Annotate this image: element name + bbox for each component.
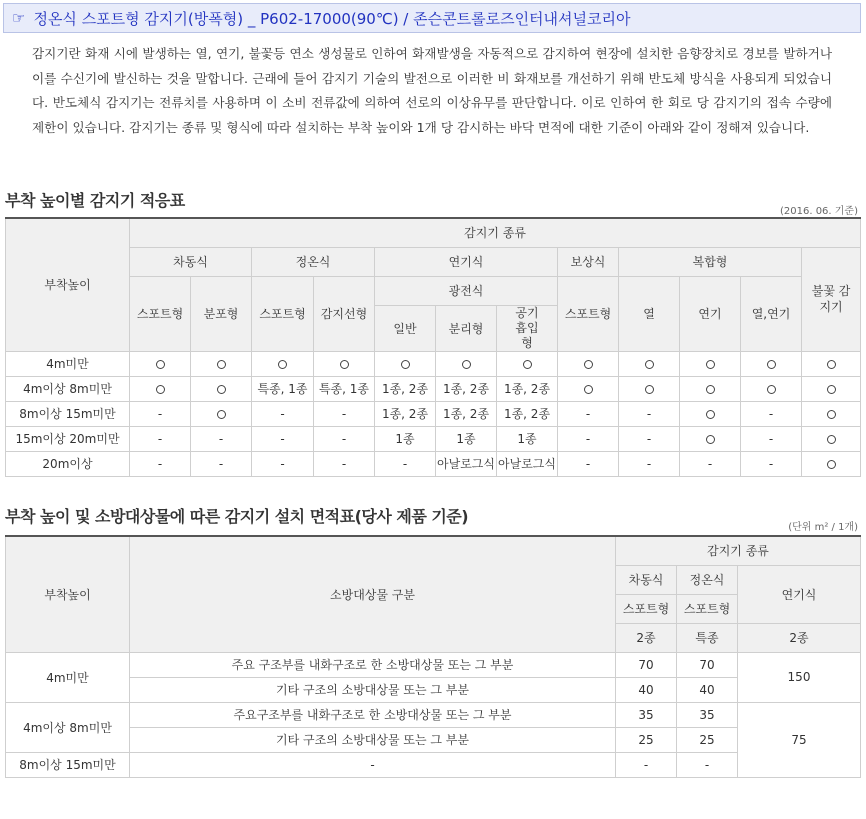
sub-combined-smoke: 연기 — [680, 276, 741, 351]
circle-mark-icon — [645, 360, 654, 369]
suitable-cell — [802, 426, 861, 451]
table-cell: 1종, 2종 — [436, 401, 497, 426]
row-height: 4m이상 8m미만 — [6, 702, 130, 752]
suitable-cell — [619, 376, 680, 401]
suitable-cell — [558, 376, 619, 401]
table1-note: (2016. 06. 기준) — [779, 206, 858, 217]
circle-mark-icon — [706, 410, 715, 419]
table-row — [6, 426, 861, 451]
suitable-cell — [375, 351, 436, 376]
suitable-cell — [130, 351, 191, 376]
table-cell: - — [741, 451, 802, 476]
table-cell: - — [130, 426, 191, 451]
table-cell: - — [558, 426, 619, 451]
circle-mark-icon — [706, 385, 715, 394]
sub-photo-general: 일반 — [375, 305, 436, 351]
row-target: 기타 구조의 소방대상물 또는 그 부분 — [130, 727, 616, 752]
table-cell: - — [252, 426, 314, 451]
table-cell: - — [741, 401, 802, 426]
sub-photoelectric: 광전식 — [375, 276, 558, 305]
circle-mark-icon — [706, 360, 715, 369]
circle-mark-icon — [827, 385, 836, 394]
table-cell: - — [130, 401, 191, 426]
table-row — [6, 351, 861, 376]
sub-combined-heat: 열 — [619, 276, 680, 351]
cell-diff: 25 — [616, 727, 677, 752]
table-cell: - — [314, 451, 375, 476]
table-cell: 1종 — [436, 426, 497, 451]
row-target: 주요 구조부를 내화구조로 한 소방대상물 또는 그 부분 — [130, 652, 616, 677]
cell-diff: 40 — [616, 677, 677, 702]
table-cell: - — [619, 451, 680, 476]
table-cell: - — [558, 451, 619, 476]
mounting-height-table — [5, 217, 861, 477]
circle-mark-icon — [340, 360, 349, 369]
table-cell: - — [130, 451, 191, 476]
cell-fixed: 35 — [677, 702, 738, 727]
table2-note: (단위 m² / 1개) — [788, 522, 858, 533]
table-cell: - — [619, 426, 680, 451]
suitable-cell — [680, 351, 741, 376]
sub-fixed-spot: 스포트형 — [252, 276, 314, 351]
suitable-cell — [497, 351, 558, 376]
table-row — [6, 376, 861, 401]
sub-diff-distributed: 분포형 — [191, 276, 252, 351]
table-cell: 1종 — [497, 426, 558, 451]
group-fixed-temp: 정온식 — [677, 565, 738, 594]
group-combined: 복합형 — [619, 247, 802, 276]
table-row — [6, 401, 861, 426]
circle-mark-icon — [217, 385, 226, 394]
table-cell: - — [252, 401, 314, 426]
sub-comp-spot: 스포트형 — [558, 276, 619, 351]
col-detector-types: 감지기 종류 — [616, 536, 861, 565]
suitable-cell — [680, 401, 741, 426]
page-title-bar — [3, 3, 861, 33]
row-height: 8m이상 15m미만 — [6, 401, 130, 426]
pointing-hand-icon: ☞ — [12, 9, 26, 27]
circle-mark-icon — [706, 435, 715, 444]
suitable-cell — [802, 351, 861, 376]
circle-mark-icon — [827, 460, 836, 469]
cell-fixed: 70 — [677, 652, 738, 677]
table-cell: 특종, 1종 — [314, 376, 375, 401]
grade-differential: 2종 — [616, 623, 677, 652]
row-height: 20m이상 — [6, 451, 130, 476]
circle-mark-icon — [827, 360, 836, 369]
table1-title: 부착 높이별 감지기 적응표 — [5, 191, 185, 210]
intro-paragraph: 감지기란 화재 시에 발생하는 열, 연기, 불꽃등 연소 생성물로 인하여 화재발생을 자동적으로 감지하여 현장에 설치한 음향장치로 경보를 발하거나 이를 수신기에 발신하는 것을 말합니다. 근래에 들어 감지기 기술의 발전으로 이러한 비 화재보를 개선하기 위해 반도체 방식을 사용되게 되었습니다. 반도체식 감지기는 전류치를 사용하며 이 소비 전류값에 의하여 선로의 이상유무를 판단합니다. 이로 인하여 한 회로 당 감지기의 접속 수량에 제한이 있습니다. 감지기는 종류 및 형식에 따라 설치하는 부착 높이와 1개 당 감시하는 바닥 면적에 대한 기준이 아래와 같이 정해져 있습니다. — [32, 46, 832, 135]
grade-smoke: 2종 — [738, 623, 861, 652]
sub-photo-separated: 분리형 — [436, 305, 497, 351]
table-cell: - — [741, 426, 802, 451]
table-row — [6, 451, 861, 476]
grade-fixed: 특종 — [677, 623, 738, 652]
cell-diff: 35 — [616, 702, 677, 727]
circle-mark-icon — [827, 435, 836, 444]
suitable-cell — [191, 401, 252, 426]
row-height: 8m이상 15m미만 — [6, 752, 130, 777]
group-smoke: 연기식 — [375, 247, 558, 276]
suitable-cell — [558, 351, 619, 376]
table-cell: 아날로그식 — [497, 451, 558, 476]
table-cell: - — [191, 451, 252, 476]
table-cell: - — [558, 401, 619, 426]
cell-diff: - — [616, 752, 677, 777]
table-cell: 1종 — [375, 426, 436, 451]
suitable-cell — [680, 426, 741, 451]
col-detector-types: 감지기 종류 — [130, 218, 861, 247]
suitable-cell — [436, 351, 497, 376]
suitable-cell — [314, 351, 375, 376]
table-cell: 1종, 2종 — [497, 376, 558, 401]
row-target: 주요구조부를 내화구조로 한 소방대상물 또는 그 부분 — [130, 702, 616, 727]
cell-diff: 70 — [616, 652, 677, 677]
suitable-cell — [191, 351, 252, 376]
col-target-category: 소방대상물 구분 — [130, 536, 616, 652]
table-cell: 1종, 2종 — [375, 401, 436, 426]
row-height: 4m미만 — [6, 652, 130, 702]
suitable-cell — [802, 376, 861, 401]
table-cell: - — [314, 426, 375, 451]
circle-mark-icon — [217, 410, 226, 419]
row-height: 15m이상 20m미만 — [6, 426, 130, 451]
sub-fixed-line: 감지선형 — [314, 276, 375, 351]
table2-title: 부착 높이 및 소방대상물에 따른 감지기 설치 면적표(당사 제품 기준) — [5, 507, 469, 526]
cell-smoke: 150 — [738, 652, 861, 702]
col-mounting-height: 부착높이 — [6, 218, 130, 351]
group-differential: 차동식 — [616, 565, 677, 594]
group-differential: 차동식 — [130, 247, 252, 276]
table-cell: - — [619, 401, 680, 426]
sub-diff-spot: 스포트형 — [130, 276, 191, 351]
table-cell: 1종, 2종 — [375, 376, 436, 401]
circle-mark-icon — [645, 385, 654, 394]
circle-mark-icon — [401, 360, 410, 369]
suitable-cell — [802, 401, 861, 426]
sub-combined-heat-smoke: 열,연기 — [741, 276, 802, 351]
row-height: 4m미만 — [6, 351, 130, 376]
table-cell: 특종, 1종 — [252, 376, 314, 401]
table-cell: - — [680, 451, 741, 476]
cell-smoke: 75 — [738, 702, 861, 777]
suitable-cell — [741, 376, 802, 401]
circle-mark-icon — [584, 360, 593, 369]
table-cell: - — [375, 451, 436, 476]
group-fixed-temp: 정온식 — [252, 247, 375, 276]
installation-area-table — [5, 535, 861, 778]
table-cell: - — [314, 401, 375, 426]
col-mounting-height: 부착높이 — [6, 536, 130, 652]
suitable-cell — [191, 376, 252, 401]
group-flame: 불꽃 감지기 — [802, 247, 861, 351]
circle-mark-icon — [156, 385, 165, 394]
suitable-cell — [802, 451, 861, 476]
circle-mark-icon — [278, 360, 287, 369]
table-cell: 아날로그식 — [436, 451, 497, 476]
group-smoke: 연기식 — [738, 565, 861, 623]
suitable-cell — [741, 351, 802, 376]
suitable-cell — [619, 351, 680, 376]
suitable-cell — [680, 376, 741, 401]
circle-mark-icon — [217, 360, 226, 369]
table-cell: 1종, 2종 — [436, 376, 497, 401]
row-target: - — [130, 752, 616, 777]
table-cell: 1종, 2종 — [497, 401, 558, 426]
cell-fixed: 40 — [677, 677, 738, 702]
cell-fixed: 25 — [677, 727, 738, 752]
group-compensation: 보상식 — [558, 247, 619, 276]
table-cell: - — [191, 426, 252, 451]
suitable-cell — [130, 376, 191, 401]
circle-mark-icon — [156, 360, 165, 369]
sub-photo-aspirating: 공기 흡입형 — [497, 305, 558, 351]
sub-fixed-spot: 스포트형 — [677, 594, 738, 623]
circle-mark-icon — [767, 385, 776, 394]
sub-diff-spot: 스포트형 — [616, 594, 677, 623]
row-target: 기타 구조의 소방대상물 또는 그 부분 — [130, 677, 616, 702]
circle-mark-icon — [827, 410, 836, 419]
circle-mark-icon — [584, 385, 593, 394]
cell-fixed: - — [677, 752, 738, 777]
suitable-cell — [252, 351, 314, 376]
table-cell: - — [252, 451, 314, 476]
circle-mark-icon — [523, 360, 532, 369]
page-title: 정온식 스포트형 감지기(방폭형) _ P602-17000(90℃) / 존슨콘트롤로즈인터내셔널코리아 — [33, 9, 631, 28]
circle-mark-icon — [767, 360, 776, 369]
circle-mark-icon — [462, 360, 471, 369]
row-height: 4m이상 8m미만 — [6, 376, 130, 401]
